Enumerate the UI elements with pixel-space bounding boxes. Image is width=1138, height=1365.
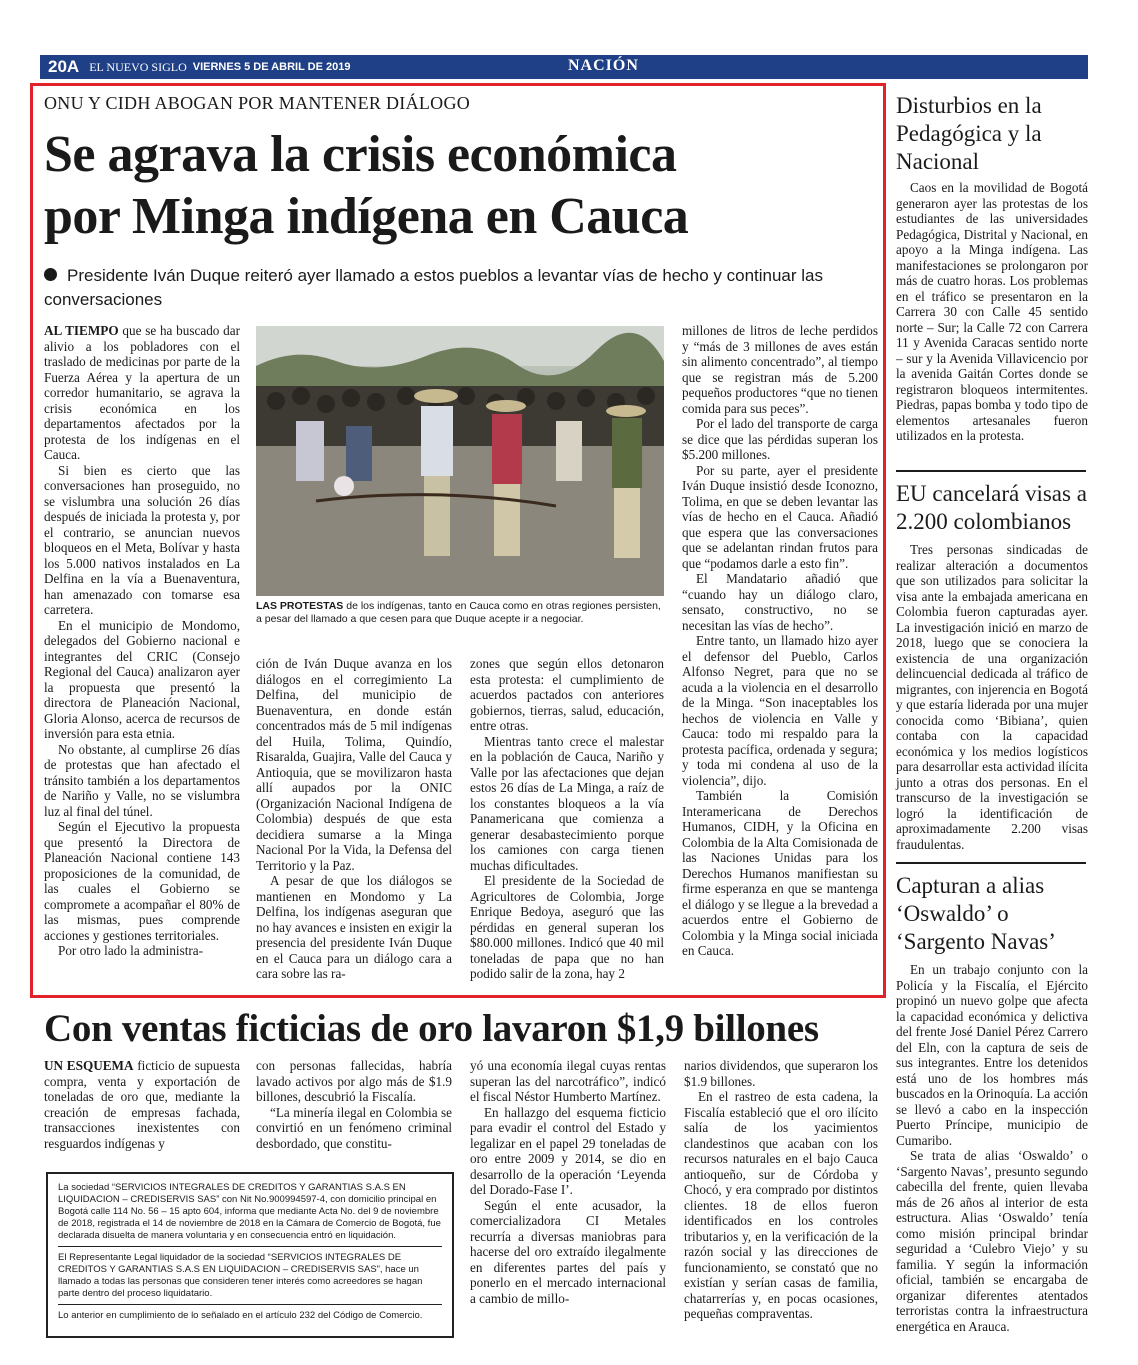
paragraph: UN ESQUEMA ficticio de supuesta compra, venta y exportación de toneladas de oro que, mediante la creación de empresas fachada, transacciones inexistentes con resguardos indígenas y xyxy=(44,1058,240,1151)
article-column-2 xyxy=(256,656,452,982)
second-column-2 xyxy=(256,1058,452,1151)
sidebar-title-2: EU cancelará visas a 2.200 colombianos xyxy=(896,481,1087,534)
dek-text: Presidente Iván Duque reiteró ayer llamado a estos pueblos a levantar vías de hecho y continuar las conversaciones xyxy=(44,266,824,309)
paragraph: No obstante, al cumplirse 26 días de protestas que han afectado el tránsito también a los departamentos de Nariño y Valle, no se vislumbra luz al final del túnel. xyxy=(44,741,240,819)
divider xyxy=(896,470,1086,472)
bullet-icon xyxy=(44,268,57,281)
paragraph: Según el Ejecutivo la propuesta que presentó la Directora de Planeación Nacional contiene 143 proposiciones de la comunidad, de las cuales el Gobierno se compromete a acompañar el 80% de las mismas, pues comprende acciones y gestiones territoriales. xyxy=(44,819,240,943)
paragraph: AL TIEMPO que se ha buscado dar alivio a los pobladores con el traslado de medicinas por parte de la Fuerza Aérea y la apertura de un corredor humanitario, se agrava la crisis económica en los departamentos afectados por la protesta de los indígenas en el Cauca. xyxy=(44,323,240,462)
paragraph: Si bien es cierto que las conversaciones han proseguido, no se vislumbra una solución 26 días después de iniciada la protesta y, por el contrario, se anuncian nuevos bloqueos en el Meta, Bolívar y hasta los 5.000 nativos instalados en La Delfina en la vía a Buenaventura, han amenazado con tomarse esa carretera. xyxy=(44,462,240,617)
lead-in: UN ESQUEMA xyxy=(44,1058,134,1073)
second-column-3 xyxy=(470,1058,666,1306)
paragraph: narios dividendos, que superaron los $1.9 billones. xyxy=(684,1058,878,1089)
legal-paragraph: Lo anterior en cumplimiento de lo señalado en el artículo 232 del Código de Comercio. xyxy=(58,1310,423,1321)
section-name: NACIÓN xyxy=(568,57,639,74)
caption-text: de los indígenas, tanto en Cauca como en otras regiones persisten, a pesar del llamado a que cesen para que Duque acepte ir a negociar. xyxy=(256,600,661,625)
paragraph: Entre tanto, un llamado hizo ayer el defensor del Pueblo, Carlos Alfonso Negret, para que no se acuda a la violencia en el desarrollo de la Minga. “Son inaceptables los hechos de violencia en Valle y Cauca: todo mi respaldo para la protesta pacífica, ordenada y segura; y toda mi condena al uso de la violencia”, dijo. xyxy=(682,633,878,788)
page-number: 20A xyxy=(48,57,80,76)
paragraph: Según el ente acusador, la comercializadora CI Metales recurría a diversas maniobras para hacerse del oro extraído ilegalmente en diferentes partes del país y ponerlo en el mercado internacional a cambio de millo- xyxy=(470,1197,666,1306)
paragraph: El presidente de la Sociedad de Agricultores de Colombia, Jorge Enrique Bedoya, aseguró que las pérdidas en general superan los $80.000 millones. Indicó que 40 mil toneladas de papa que no han podido salir de la zona, hay 2 xyxy=(470,873,664,981)
divider xyxy=(58,1246,442,1247)
protest-photo xyxy=(256,326,664,596)
headline-line-2: por Minga indígena en Cauca xyxy=(44,188,689,245)
lead-in: AL TIEMPO xyxy=(44,323,119,338)
article-column-1 xyxy=(44,323,240,959)
sidebar-text-2: Tres personas sindicadas de realizar alteración a documentos que son utilizados para solicitar la visa ante la embajada americana en Colombia fueron capturadas ayer. La investigación inició en marzo de 2018, luego que se conociera la existencia de una organización delincuencial dedicada al tráfico de migrantes, con injerencia en Bogotá y que estaría liderada por una mujer conocida como ‘Bibiana’, quien contaba con la capacidad económica y los medios logísticos para desarrollar esta actividad ilícita junto a otras dos personas. En el transcurso de la investigación se logró la identificación de aproximadamente 2.200 visas fraudulentas. xyxy=(896,542,1088,852)
paragraph: En el municipio de Mondomo, delegados del Gobierno nacional e integrantes del CRIC (Consejo Regional del Cauca) analizaron ayer la propuesta que presentó la directora de Planeación Nacional, Gloria Alonso, acerca de recursos de inversión para esta etnia. xyxy=(44,617,240,741)
paragraph: En el rastreo de esta cadena, la Fiscalía estableció que el oro ilícito salía de los yacimientos clandestinos que acaban con los recursos naturales en el bajo Cauca antioqueño, sur de Córdoba y Chocó, y era comprado por distintos clientes. 18 de ellos fueron identificados en los controles tributarios y, en la verificación de la razón social y las direcciones de funcionamiento, se constató que no existían y serían casas de familia, chatarrerías y, en pocas ocasiones, pequeñas compraventas. xyxy=(684,1089,878,1321)
paragraph: con personas fallecidas, habría lavado activos por algo más de $1.9 billones, descubrió la Fiscalía. xyxy=(256,1058,452,1104)
masthead xyxy=(40,55,1088,79)
second-headline: Con ventas ficticias de oro lavaron $1,9 billones xyxy=(44,1007,819,1050)
headline-line-1: Se agrava la crisis económica xyxy=(44,126,677,183)
paragraph: Mientras tanto crece el malestar en la población de Cauca, Nariño y Valle por las afectaciones que dejan estos 26 días de La Minga, a raíz de los constantes bloqueos a la vía Panamericana que comienza a generar desabastecimiento porque los camiones con carga tienen muchas dificultades. xyxy=(470,733,664,873)
second-column-4 xyxy=(684,1058,878,1322)
paragraph: Por el lado del transporte de carga se dice que las pérdidas superan los $5.200 millones. xyxy=(682,416,878,462)
article-kicker: ONU Y CIDH ABOGAN POR MANTENER DIÁLOGO xyxy=(44,93,471,113)
paragraph: En hallazgo del esquema ficticio para evadir el control del Estado y legalizar en el papel 29 toneladas de oro entre 2009 y 2014, se dio en desarrollo de la operación ‘Leyenda del Dorado-Fase I’. xyxy=(470,1104,666,1197)
sidebar-title-3: Capturan a alias ‘Oswaldo’ o ‘Sargento Navas’ xyxy=(896,873,1056,954)
paragraph: millones de litros de leche perdidos y “más de 3 millones de aves están sin alimento concentrado”, al tiempo que se registran más de 5.200 pequeños productores “que no tienen comida para sus peces”. xyxy=(682,323,878,416)
sidebar-title-1: Disturbios en la Pedagógica y la Nacional xyxy=(896,93,1042,174)
paragraph: El Mandatario añadió que “cuando hay un diálogo claro, sensato, constructivo, no se necesitan las vías de hecho”. xyxy=(682,571,878,633)
divider xyxy=(896,862,1086,864)
divider xyxy=(58,1304,442,1305)
paragraph: Por su parte, ayer el presidente Iván Duque insistió desde Iconozno, Tolima, en que se deben levantar las vías de hecho en el Cauca. Añadió que espera que las conversaciones que se adelantan rindan frutos para que “podamos darle a esto fin”. xyxy=(682,462,878,571)
caption-lead: LAS PROTESTAS xyxy=(256,600,344,612)
photo-caption xyxy=(256,600,664,626)
issue-date: VIERNES 5 DE ABRIL DE 2019 xyxy=(192,61,351,73)
paragraph: A pesar de que los diálogos se mantienen en Mondomo y La Delfina, los indígenas aseguran que no hay avances e insisten en exigir la presencia del presidente Iván Duque en el Cauca para un diálogo cara a cara sobre las ra- xyxy=(256,873,452,981)
article-column-3 xyxy=(470,656,664,982)
paragraph: “La minería ilegal en Colombia se convirtió en un fenómeno criminal desbordado, que constitu- xyxy=(256,1104,452,1151)
paragraph: zones que según ellos detonaron esta protesta: el cumplimiento de acuerdos pactados con anteriores gobiernos, tierras, salud, educación, entre otras. xyxy=(470,656,664,733)
sidebar-text-1: Caos en la movilidad de Bogotá generaron ayer las protestas de los estudiantes de las universidades Pedagógica, Distrital y Nacional, en apoyo a la Minga indígena. Las manifestaciones se prolongaron por más de cuatro horas. Los problemas en el tráfico se presentaron en la Carrera 30 con Calle 45 sentido norte – Sur; la Calle 72 con Carrera 11 y Avenida Caracas sentido norte – sur y la Avenida Villavicencio por la avenida Gaitán Cortes donde se registraron bloqueos intermitentes. Piedras, papas bomba y todo tipo de elementos artesanales fueron utilizados en la protesta. xyxy=(896,180,1088,443)
article-headline xyxy=(44,124,874,248)
newspaper-name: EL NUEVO SIGLO xyxy=(89,59,187,74)
sidebar-text-3: En un trabajo conjunto con la Policía y la Fiscalía, el Ejército propinó un nuevo golpe que afecta la capacidad económica y delictiva del frente José Daniel Pérez Carrero del Eln, con la captura de seis de sus integrantes. Entre los detenidos está uno de los hombres más buscados en la Orinoquía. La acción se llevó a cabo en la inspección Puerto Príncipe, municipio de Cumaribo. Se trata de alias ‘Oswaldo’ o ‘Sargento Navas’, presunto segundo cabecilla del frente, quien llevaba más de 26 años al interior de esta estructura. Alias ‘Oswaldo’ tenía como misión principal brindar seguridad a ‘Culebro Viejo’ y su familia. Y según la información oficial, también se encargaba de organizar diferentes atentados terroristas contra la infraestructura energética en Arauca. xyxy=(896,962,1088,1334)
legal-notice xyxy=(46,1172,454,1338)
paragraph: yó una economía ilegal cuyas rentas superan las del narcotráfico”, indicó el fiscal Néstor Humberto Martínez. xyxy=(470,1058,666,1104)
legal-paragraph: El Representante Legal liquidador de la sociedad “SERVICIOS INTEGRALES DE CREDITOS Y GARANTIAS S.A.S EN LIQUIDACION – CREDISERVIS SAS”, hace un llamado a todas las personas que consideren tener interés como acreedores se hagan parte dentro del proceso liquidatario. xyxy=(58,1252,423,1299)
article-column-4 xyxy=(682,323,878,959)
legal-paragraph: La sociedad “SERVICIOS INTEGRALES DE CREDITOS Y GARANTIAS S.A.S EN LIQUIDACION – CREDISERVIS SAS” con Nit No.900994597-4, con domicilio principal en Bogotá calle 114 No. 56 – 15 apto 604, informa que mediante Acta No. del 9 de noviembre de 2018, registrada el 14 de noviembre de 2018 en la Cámara de Comercio de Bogotá, fue declarada disuelta de manera voluntaria y en consecuencia entró en liquidación. xyxy=(58,1182,441,1241)
article-dek xyxy=(44,264,864,312)
paragraph: También la Comisión Interamericana de Derechos Humanos, CIDH, y la Oficina en Colombia de la Alta Comisionada de las Naciones Unidas para los Derechos Humanos manifiestan su firme esperanza en que se mantenga el diálogo y se llegue a la brevedad a acuerdos entre el Gobierno de Colombia y la Minga social iniciada en Cauca. xyxy=(682,788,878,958)
second-column-1 xyxy=(44,1058,240,1151)
paragraph: ción de Iván Duque avanza en los diálogos en el corregimiento La Delfina, del municipio de Buenaventura, en donde están concentrados más de 5 mil indígenas del Huila, Tolima, Quindío, Risaralda, Guajira, Valle del Cauca y Antioquia, que se movilizaron hasta allí aupados por la ONIC (Organización Nacional Indígena de Colombia) después de que esta decidiera sumarse a la Minga Nacional Por la Vida, la Defensa del Territorio y la Paz. xyxy=(256,656,452,873)
paragraph: Por otro lado la administra- xyxy=(58,943,204,958)
